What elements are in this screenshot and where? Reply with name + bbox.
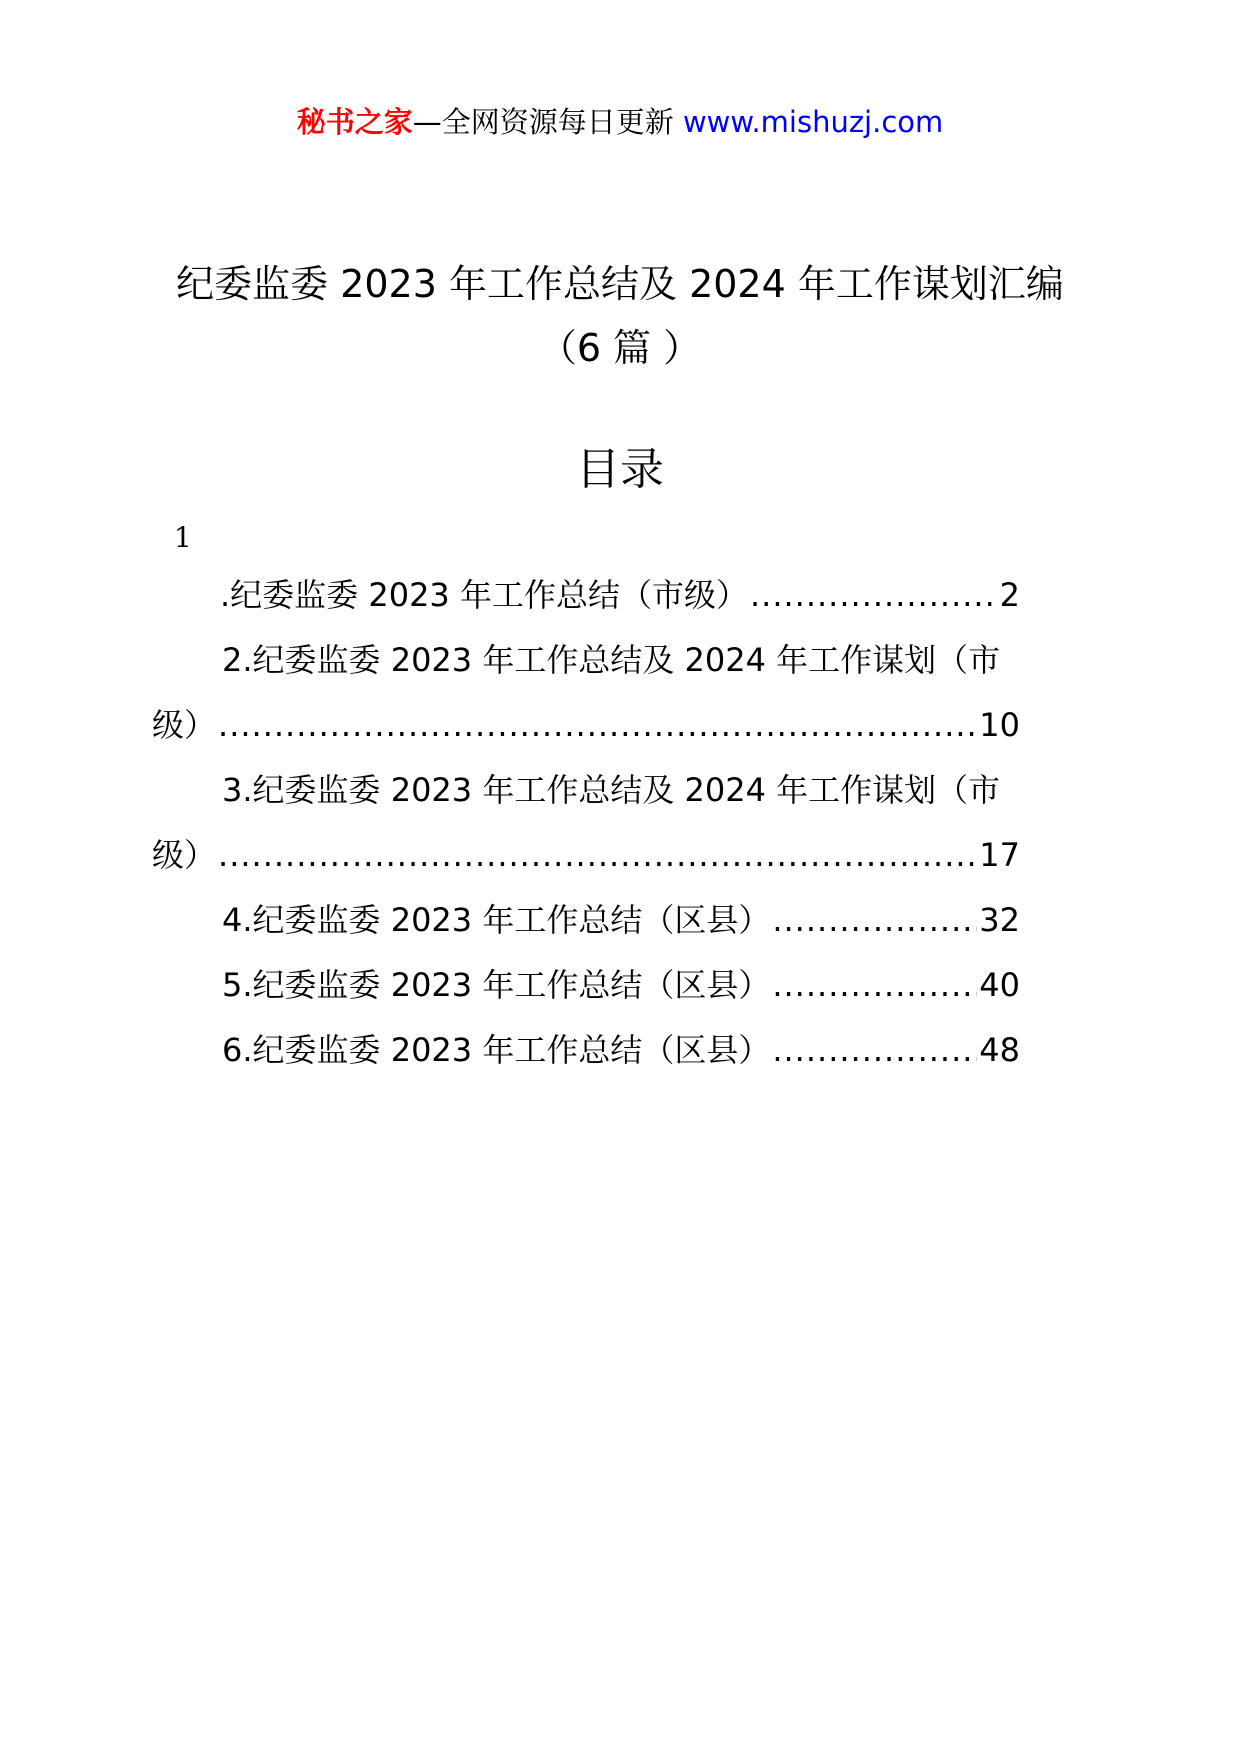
toc-item-text: 级） [152,706,217,744]
toc-item-text: 5.纪委监委 2023 年工作总结（区县） [222,966,771,1004]
toc-item-text: 6.纪委监委 2023 年工作总结（区县） [222,1031,771,1069]
toc-item-3-line-2[interactable] [152,835,1020,875]
toc-item-4[interactable] [222,900,1020,940]
site-url-link[interactable]: www.mishuzj.com [682,105,944,139]
toc-leader-dots [772,900,977,940]
toc-leader-dots [772,1030,977,1070]
toc-item-text: 级） [152,836,217,874]
toc-leader-dots [772,965,977,1005]
brand-name: 秘书之家 [296,105,413,139]
toc-item-page: 10 [979,706,1020,744]
page-marker: 1 [174,521,192,554]
header-slogan: —全网资源每日更新 [412,105,674,139]
toc-heading: 目录 [576,444,664,495]
toc-item-2-line-2[interactable] [152,705,1020,745]
toc-item-1[interactable] [220,575,1020,615]
toc-leader-dots [218,705,977,745]
toc-leader-dots [218,835,977,875]
toc-item-text: 2.纪委监委 2023 年工作总结及 2024 年工作谋划（市 [222,641,1001,679]
toc-item-2-line-1[interactable] [222,640,1000,680]
site-header [0,102,1240,142]
toc-leader-dots [750,575,998,615]
toc-item-page: 48 [979,1031,1020,1069]
document-title [150,252,1090,380]
toc-item-text: 3.纪委监委 2023 年工作总结及 2024 年工作谋划（市 [222,771,1001,809]
toc-item-6[interactable] [222,1030,1020,1070]
toc-item-page: 2 [999,576,1020,614]
toc-item-text: .纪委监委 2023 年工作总结（市级） [220,576,748,614]
toc-item-page: 32 [979,901,1020,939]
toc-item-3-line-1[interactable] [222,770,1000,810]
toc-item-5[interactable] [222,965,1020,1005]
toc-item-page: 40 [979,966,1020,1004]
title-line-1: 纪委监委 2023 年工作总结及 2024 年工作谋划汇编 [176,262,1064,306]
title-line-2: （6 篇 ） [538,326,702,370]
toc-item-page: 17 [979,836,1020,874]
toc-item-text: 4.纪委监委 2023 年工作总结（区县） [222,901,771,939]
